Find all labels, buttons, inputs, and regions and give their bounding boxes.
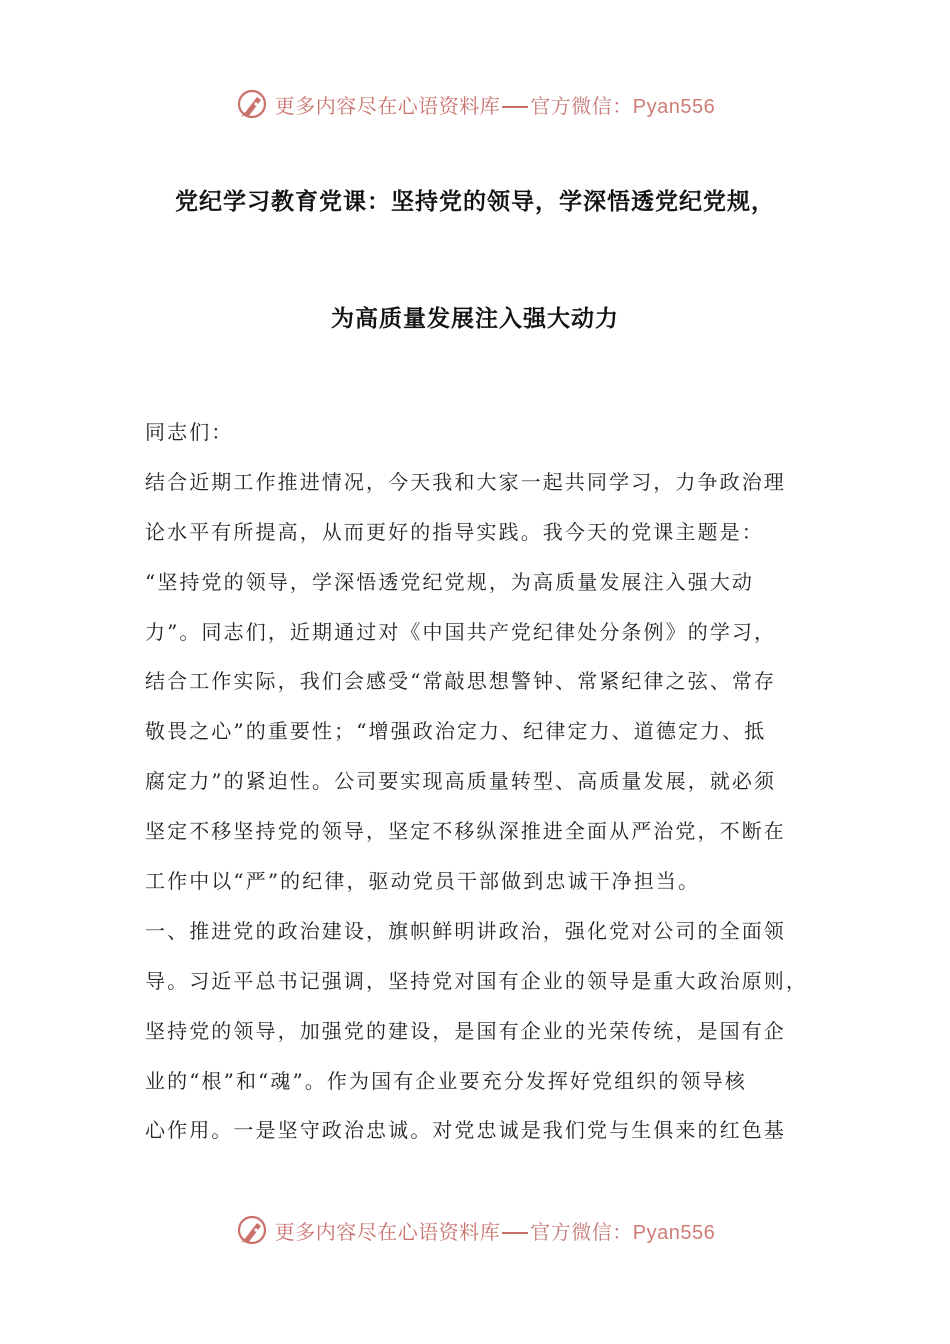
watermark-wechat-id: Pyan556 [632, 95, 716, 118]
watermark-wechat-id: Pyan556 [632, 1221, 716, 1244]
body-line: 坚持党的领导，加强党的建设，是国有企业的光荣传统，是国有企 [145, 1018, 786, 1043]
document-title-line-1: 党纪学习教育党课：坚持党的领导，学深悟透党纪党规， [175, 189, 775, 215]
body-line: 一、推进党的政治建设，旗帜鲜明讲政治，强化党对公司的全面领 [145, 918, 786, 943]
watermark-dash [502, 1232, 528, 1234]
document-body [145, 408, 810, 1156]
body-line: 敬畏之心”的重要性；“增强政治定力、纪律定力、道德定力、抵 [145, 719, 767, 744]
watermark-label: 官方微信： [530, 1219, 633, 1244]
body-line: 结合近期工作推进情况，今天我和大家一起共同学习，力争政治理 [145, 469, 786, 494]
watermark-brand: 更多内容尽在心语资料库 [274, 93, 501, 118]
watermark-label: 官方微信： [530, 93, 633, 118]
body-line: 工作中以“严”的纪律，驱动党员干部做到忠诚干净担当。 [145, 869, 701, 894]
watermark-text [275, 90, 715, 119]
body-line: 业的“根”和“魂”。作为国有企业要充分发挥好党组织的领导核 [145, 1068, 747, 1093]
header-watermark [0, 84, 950, 124]
watermark-text [275, 1216, 715, 1245]
body-line: 论水平有所提高，从而更好的指导实践。我今天的党课主题是： [145, 519, 764, 544]
document-title-line-2: 为高质量发展注入强大动力 [331, 306, 619, 332]
watermark-brand: 更多内容尽在心语资料库 [274, 1219, 501, 1244]
pen-nib-logo-icon [235, 87, 269, 121]
body-line: 腐定力”的紧迫性。公司要实现高质量转型、高质量发展，就必须 [145, 769, 777, 794]
body-line: “坚持党的领导，学深悟透党纪党规，为高质量发展注入强大动 [145, 569, 755, 594]
body-line: 结合工作实际，我们会感受“常敲思想警钟、常紧纪律之弦、常存 [145, 669, 777, 694]
body-line: 导。习近平总书记强调，坚持党对国有企业的领导是重大政治原则， [145, 968, 808, 993]
footer-watermark [0, 1210, 950, 1250]
body-line: 同志们： [145, 420, 234, 444]
watermark-dash [502, 106, 528, 108]
pen-nib-logo-icon [235, 1213, 269, 1247]
body-line: 心作用。一是坚守政治忠诚。对党忠诚是我们党与生俱来的红色基 [145, 1118, 786, 1143]
body-line: 坚定不移坚持党的领导，坚定不移纵深推进全面从严治党，不断在 [145, 819, 786, 844]
body-line: 力”。同志们，近期通过对《中国共产党纪律处分条例》的学习， [145, 619, 777, 644]
